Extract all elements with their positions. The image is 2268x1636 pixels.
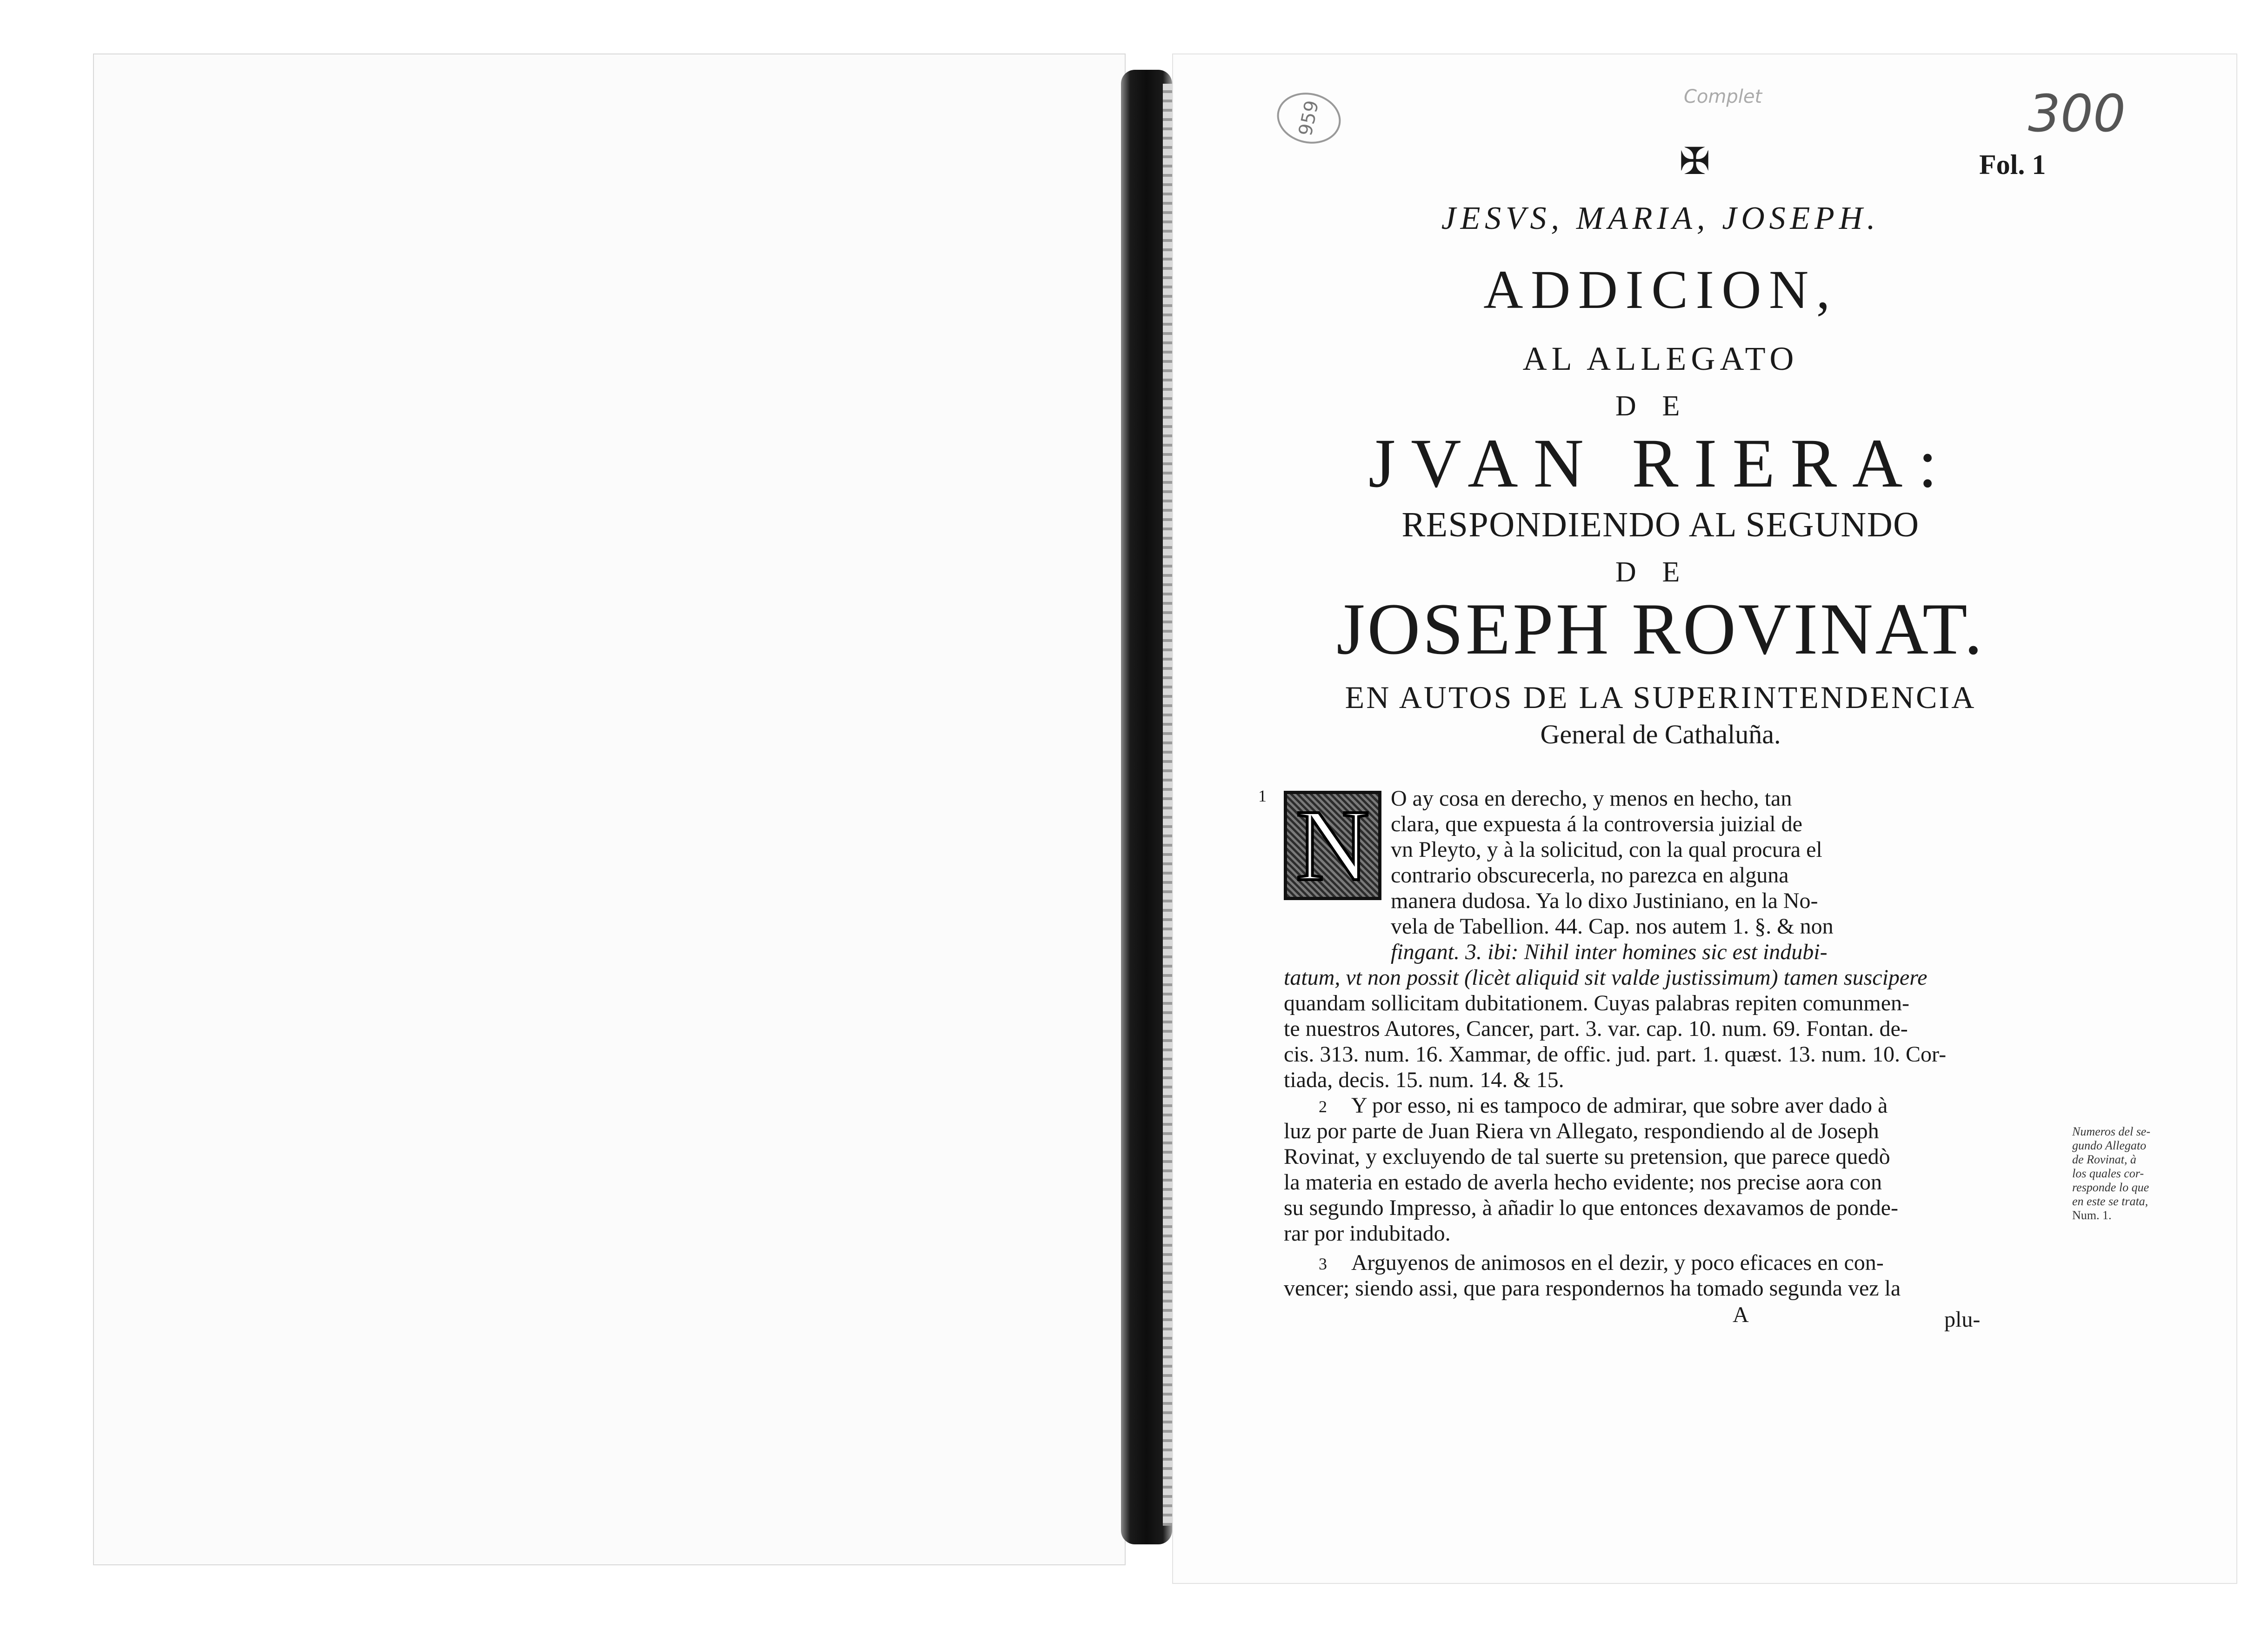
paragraph-number-3: 3 (1319, 1255, 1327, 1273)
title-en-autos: EN AUTOS DE LA SUPERINTENDENCIA (1345, 680, 1976, 715)
title-respondiendo: RESPONDIENDO AL SEGUNDO (1401, 505, 1920, 544)
margin-note-line: de Rovinat, à (2072, 1153, 2136, 1166)
p1-line-7: fingant. 3. ibi: Nihil inter homines sic est indubi- (1391, 940, 1828, 964)
p1-line-1: O ay cosa en derecho, y menos en hecho, tan (1391, 786, 1792, 811)
pencil-note: Complet (1684, 86, 1762, 107)
p1-line-5: manera dudosa. Ya lo dixo Justiniano, en la No- (1391, 888, 1818, 913)
decorated-initial: N (1284, 791, 1381, 900)
folio-label: Fol. 1 (1979, 149, 2046, 180)
p3-line-2: vencer; siendo assi, que para respondernos ha tomado segunda vez la (1284, 1276, 1901, 1301)
margin-note-line: Num. 1. (2072, 1209, 2112, 1222)
title-al-allegato: AL ALLEGATO (1522, 340, 1799, 377)
margin-note-line: responde lo que (2072, 1181, 2149, 1194)
margin-note-line: gundo Allegato (2072, 1139, 2147, 1152)
p1-line-3: vn Pleyto, y à la solicitud, con la qual procura el (1391, 837, 1822, 862)
p2-line-1: Y por esso, ni es tampoco de admirar, que sobre aver dado à (1351, 1093, 1888, 1118)
margin-note-line: en este se trata, (2072, 1195, 2148, 1208)
stamp-number: 959 (1272, 87, 1345, 149)
p2-line-4: la materia en estado de averla hecho evidente; nos precise aora con (1284, 1170, 1882, 1195)
title-general: General de Cathaluña. (1540, 719, 1781, 749)
p1-line-11: cis. 313. num. 16. Xammar, de offic. jud. part. 1. quæst. 13. num. 10. Cor- (1284, 1042, 1947, 1067)
p2-line-2: luz por parte de Juan Riera vn Allegato, respondiendo al de Joseph (1284, 1119, 1879, 1143)
cross-ornament: ✠ (1679, 140, 1711, 183)
paragraph-number-2: 2 (1319, 1097, 1327, 1116)
title-addicion: ADDICION, (1483, 259, 1838, 320)
title-joseph-rovinat: JOSEPH ROVINAT. (1336, 588, 1985, 670)
marginal-note (2072, 1125, 2150, 1222)
folio-handwritten-number: 300 (2028, 84, 2126, 143)
p1-line-9: quandam sollicitam dubitationem. Cuyas palabras repiten comunmen- (1284, 991, 1909, 1015)
p1-line-2: clara, que expuesta á la controversia juizial de (1391, 812, 1802, 836)
invocation-heading: JESVS, MARIA, JOSEPH. (1441, 200, 1880, 236)
p1-line-8: tatum, vt non possit (licèt aliquid sit valde justissimum) tamen suscipere (1284, 965, 1928, 990)
p2-line-5: su segundo Impresso, à añadir lo que entonces dexavamos de ponde- (1284, 1195, 1898, 1220)
p3-line-1: Arguyenos de animosos en el dezir, y poco eficaces en con- (1351, 1250, 1884, 1275)
margin-note-line: Numeros del se- (2072, 1125, 2151, 1138)
p2-line-3: Rovinat, y excluyendo de tal suerte su pretension, que parece quedò (1284, 1144, 1890, 1169)
title-de-1: DE (1615, 390, 1706, 422)
p1-line-4: contrario obscurecerla, no parezca en alguna (1391, 863, 1789, 888)
title-de-2: DE (1615, 556, 1706, 588)
p1-line-10: te nuestros Autores, Cancer, part. 3. var. cap. 10. num. 69. Fontan. de- (1284, 1016, 1908, 1041)
p1-line-6: vela de Tabellion. 44. Cap. nos autem 1. §. & non (1391, 914, 1834, 939)
paragraph-number-1: 1 (1258, 787, 1267, 805)
p2-line-6: rar por indubitado. (1284, 1221, 1451, 1246)
title-juan-riera: JVAN RIERA: (1368, 425, 1953, 502)
p1-line-12: tiada, decis. 15. num. 14. & 15. (1284, 1068, 1564, 1092)
left-blank-page (93, 53, 1126, 1565)
signature-mark: A (1733, 1302, 1749, 1327)
margin-note-line: los quales cor- (2072, 1167, 2144, 1180)
catchword: plu- (1944, 1307, 1981, 1332)
